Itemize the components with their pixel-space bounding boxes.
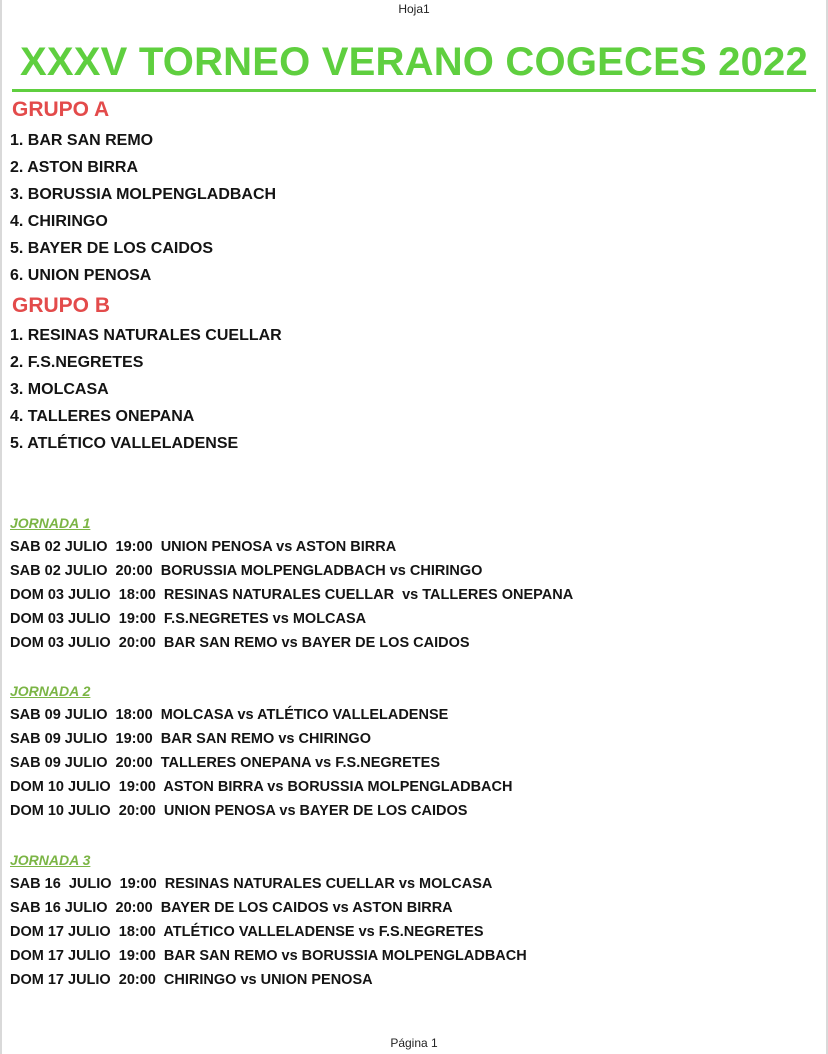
match-row: SAB 02 JULIO 19:00 UNION PENOSA vs ASTON BIRRA <box>10 539 397 555</box>
match-row: DOM 10 JULIO 19:00 ASTON BIRRA vs BORUSSIA MOLPENGLADBACH <box>10 779 513 795</box>
group-b-team: 3. MOLCASA <box>10 381 109 398</box>
match-row: DOM 17 JULIO 20:00 CHIRINGO vs UNION PENOSA <box>10 972 373 988</box>
group-b-team: 2. F.S.NEGRETES <box>10 354 144 371</box>
page-footer: Página 1 <box>390 1036 438 1050</box>
group-a-team: 5. BAYER DE LOS CAIDOS <box>10 240 214 257</box>
group-a-heading: GRUPO A <box>12 98 110 121</box>
title-underline <box>12 89 816 92</box>
group-b-team: 5. ATLÉTICO VALLELADENSE <box>10 435 239 452</box>
match-row: DOM 17 JULIO 18:00 ATLÉTICO VALLELADENSE vs F.S.NEGRETES <box>10 924 484 940</box>
round-2-heading: JORNADA 2 <box>10 683 91 699</box>
group-a-team: 2. ASTON BIRRA <box>10 159 139 176</box>
match-row: DOM 03 JULIO 20:00 BAR SAN REMO vs BAYER DE LOS CAIDOS <box>10 635 470 651</box>
group-a-team: 4. CHIRINGO <box>10 213 108 230</box>
match-row: SAB 02 JULIO 20:00 BORUSSIA MOLPENGLADBACH vs CHIRINGO <box>10 563 483 579</box>
group-a-team: 6. UNION PENOSA <box>10 267 152 284</box>
round-3-heading: JORNADA 3 <box>10 852 91 868</box>
match-row: DOM 10 JULIO 20:00 UNION PENOSA vs BAYER DE LOS CAIDOS <box>10 803 468 819</box>
match-row: DOM 17 JULIO 19:00 BAR SAN REMO vs BORUSSIA MOLPENGLADBACH <box>10 948 527 964</box>
sheet-name: Hoja1 <box>398 2 430 16</box>
match-row: SAB 16 JULIO 19:00 RESINAS NATURALES CUELLAR vs MOLCASA <box>10 876 493 892</box>
group-b-heading: GRUPO B <box>12 294 111 317</box>
match-row: SAB 09 JULIO 20:00 TALLERES ONEPANA vs F.S.NEGRETES <box>10 755 441 771</box>
match-row: DOM 03 JULIO 19:00 F.S.NEGRETES vs MOLCASA <box>10 611 367 627</box>
match-row: DOM 03 JULIO 18:00 RESINAS NATURALES CUELLAR vs TALLERES ONEPANA <box>10 587 574 603</box>
group-a-team: 3. BORUSSIA MOLPENGLADBACH <box>10 186 277 203</box>
group-b-team: 1. RESINAS NATURALES CUELLAR <box>10 327 282 344</box>
page-left-edge <box>0 0 2 1054</box>
document-title: XXXV TORNEO VERANO COGECES 2022 <box>20 40 808 84</box>
match-row: SAB 09 JULIO 18:00 MOLCASA vs ATLÉTICO VALLELADENSE <box>10 707 449 723</box>
group-b-team: 4. TALLERES ONEPANA <box>10 408 195 425</box>
round-1-heading: JORNADA 1 <box>10 515 91 531</box>
match-row: SAB 16 JULIO 20:00 BAYER DE LOS CAIDOS vs ASTON BIRRA <box>10 900 453 916</box>
match-row: SAB 09 JULIO 19:00 BAR SAN REMO vs CHIRINGO <box>10 731 371 747</box>
group-a-team: 1. BAR SAN REMO <box>10 132 154 149</box>
